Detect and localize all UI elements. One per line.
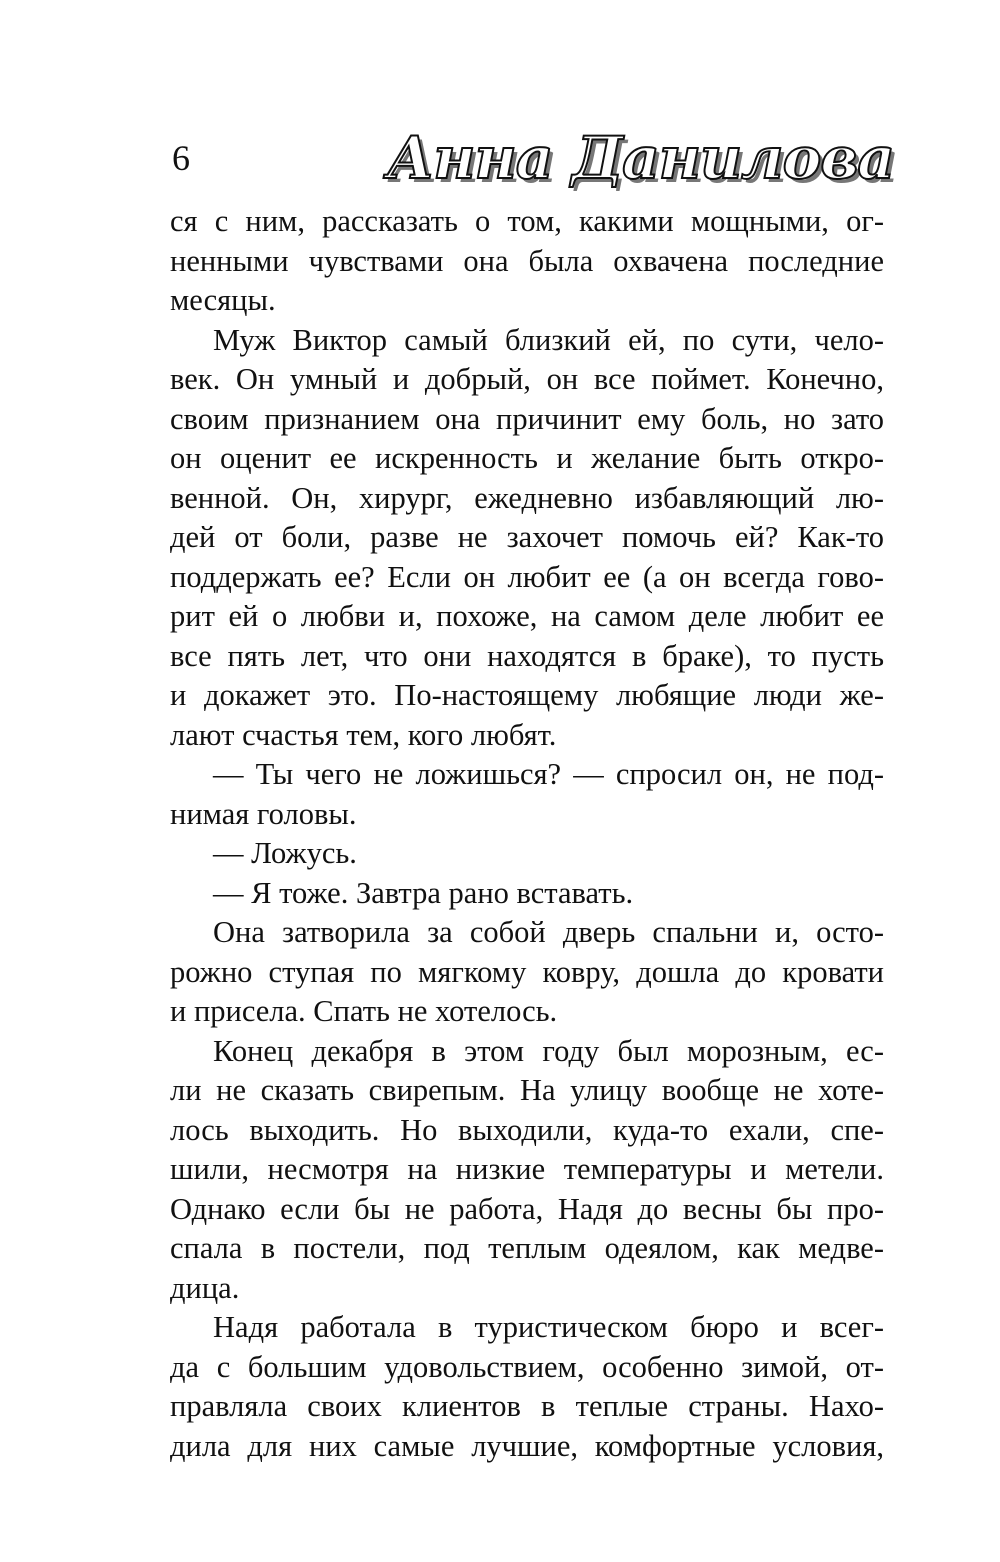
text-line: Однако если бы не работа, Надя до весны бы про- (170, 1191, 884, 1226)
author-logo: Анна Данилова (387, 124, 894, 192)
text-line: Муж Виктор самый близкий ей, по сути, чело- (213, 322, 884, 357)
text-line: месяцы. (170, 283, 276, 317)
text-line: Конец декабря в этом году был морозным, ес- (213, 1033, 884, 1068)
text-line: спала в постели, под теплым одеялом, как медве- (170, 1231, 884, 1265)
text-line: нимая головы. (170, 796, 357, 831)
paragraph (170, 1032, 884, 1309)
text-line: — Я тоже. Завтра рано вставать. (213, 875, 634, 910)
text-line: ли не сказать свирепым. На улицу вообще не хоте- (170, 1073, 884, 1107)
text-line: и докажет это. По-настоящему любящие люди же- (170, 678, 884, 712)
paragraph (170, 755, 884, 834)
paragraph (170, 1308, 884, 1466)
text-line: ся с ним, рассказать о том, какими мощными, ог- (170, 204, 884, 238)
paragraph (170, 834, 884, 874)
text-line: дица. (170, 1270, 240, 1305)
running-head (387, 118, 894, 198)
paragraph (170, 874, 884, 914)
text-line: венной. Он, хирург, ежедневно избавляющий лю- (170, 480, 884, 515)
paragraph (170, 913, 884, 1032)
text-line: шили, несмотря на низкие температуры и метели. (170, 1152, 884, 1186)
text-line: Она затворила за собой дверь спальни и, осто- (213, 915, 884, 949)
text-line: рит ей о любви и, похоже, на самом деле любит ее (170, 599, 884, 633)
text-line: рожно ступая по мягкому ковру, дошла до кровати (170, 954, 884, 989)
paragraph (170, 321, 884, 756)
text-line: все пять лет, что они находятся в браке), то пусть (170, 638, 884, 673)
text-line: своим признанием она причинит ему боль, но зато (170, 401, 884, 436)
text-line: да с большим удовольствием, особенно зимой, от- (170, 1349, 884, 1384)
text-line: дила для них самые лучшие, комфортные условия, (170, 1428, 884, 1463)
text-line: Надя работала в туристическом бюро и всег- (213, 1310, 884, 1344)
text-line: поддержать ее? Если он любит ее (а он всегда гово- (170, 559, 884, 594)
paragraph (170, 202, 884, 321)
body-text (170, 202, 884, 1466)
text-line: ненными чувствами она была охвачена последние (170, 243, 884, 278)
text-line: — Ты чего не ложишься? — спросил он, не под- (213, 757, 884, 791)
text-line: он оценит ее искренность и желание быть откро- (170, 441, 884, 475)
text-line: — Ложусь. (213, 836, 357, 870)
text-line: и присела. Спать не хотелось. (170, 994, 558, 1028)
text-line: лают счастья тем, кого любят. (170, 717, 557, 752)
text-line: лось выходить. Но выходили, куда-то ехали, спе- (170, 1112, 884, 1147)
text-line: век. Он умный и добрый, он все поймет. Конечно, (170, 362, 884, 396)
text-line: правляла своих клиентов в теплые страны. Нахо- (170, 1389, 884, 1423)
text-line: дей от боли, разве не захочет помочь ей? Как-то (170, 520, 884, 554)
page-number: 6 (172, 138, 190, 178)
